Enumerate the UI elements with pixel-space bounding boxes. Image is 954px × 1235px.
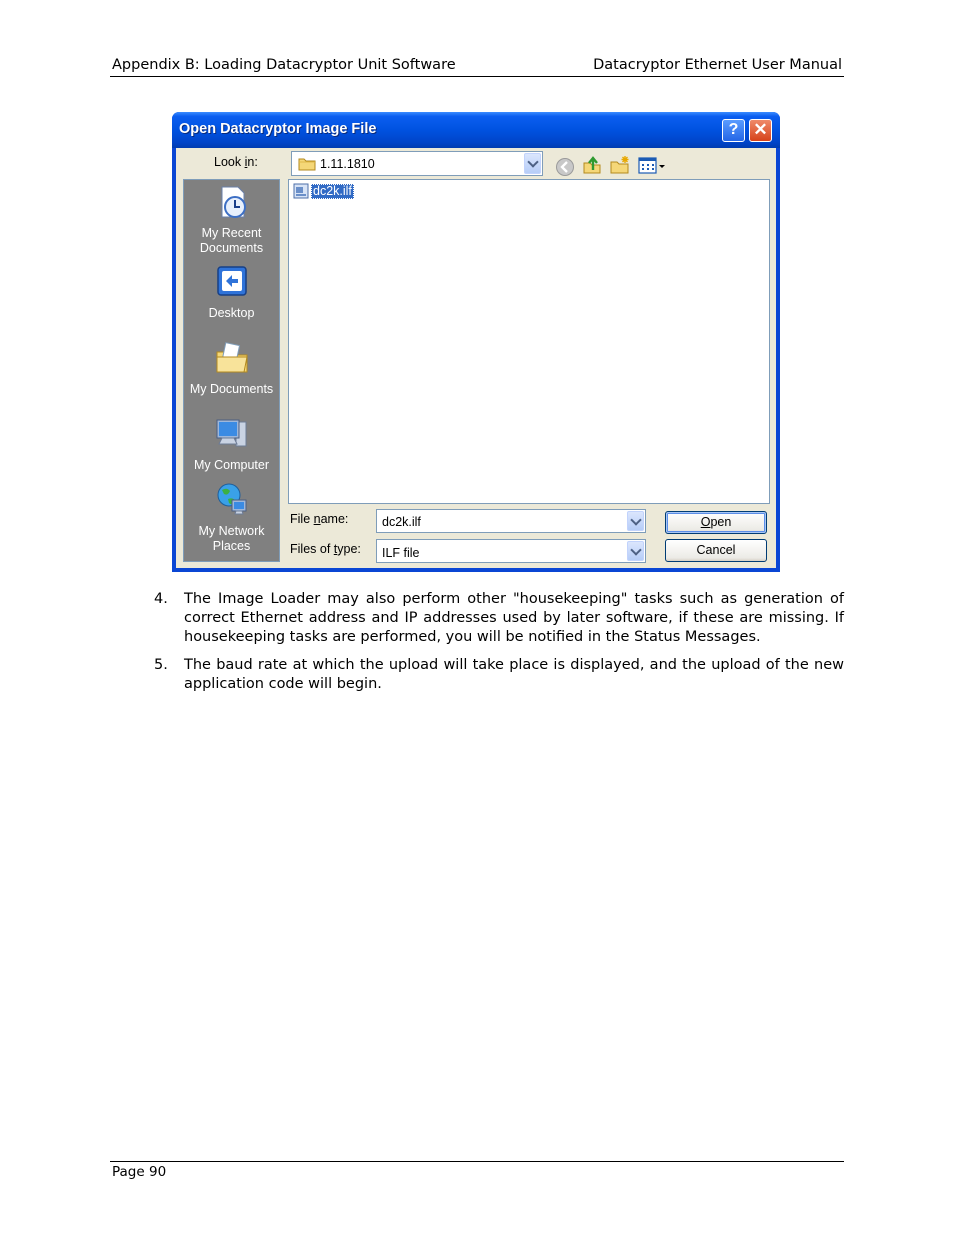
open-button[interactable]: Open — [665, 511, 767, 534]
step-number: 5. — [154, 657, 168, 673]
place-my-network-places[interactable]: My Network Places — [184, 482, 279, 554]
cancel-button[interactable]: Cancel — [665, 539, 767, 562]
chevron-down-icon — [527, 156, 538, 167]
dialog-title: Open Datacryptor Image File — [179, 121, 377, 137]
file-name: dc2k.ilf — [313, 184, 352, 198]
file-type-value: ILF file — [382, 546, 420, 560]
close-button[interactable] — [749, 119, 772, 142]
page-number: Page 90 — [112, 1164, 167, 1180]
look-in-label: Look in: — [214, 155, 258, 169]
file-name-value: dc2k.ilf — [382, 515, 421, 529]
list-item — [154, 656, 844, 694]
folder-icon — [298, 157, 316, 171]
step-text: The baud rate at which the upload will take place is displayed, and the upload of the new application code will begin. — [184, 657, 844, 692]
running-header-section: Appendix B: Loading Datacryptor Unit Software — [112, 57, 456, 73]
recent-documents-icon — [214, 184, 250, 220]
new-folder-icon[interactable] — [610, 155, 630, 175]
header-rule — [110, 76, 844, 77]
file-type-select[interactable] — [376, 539, 646, 563]
close-icon: ✕ — [753, 120, 768, 139]
file-type-label: Files of type: — [290, 542, 361, 556]
look-in-value: 1.11.1810 — [320, 157, 375, 171]
chevron-down-icon — [630, 514, 641, 525]
dialog-titlebar[interactable] — [172, 112, 780, 148]
desktop-icon — [214, 264, 250, 300]
my-documents-icon — [214, 340, 250, 376]
file-name-field[interactable] — [376, 509, 646, 533]
step-text: The Image Loader may also perform other "housekeeping" tasks such as generation of correct Ethernet address and IP addresses used by later software, if these are missing. If housekeeping tasks are performed, you will be notified in the Status Messages. — [184, 591, 844, 645]
instruction-steps — [154, 590, 844, 703]
up-folder-icon[interactable] — [582, 155, 602, 175]
view-menu-icon[interactable] — [638, 156, 668, 176]
step-number: 4. — [154, 591, 168, 607]
back-icon[interactable] — [555, 157, 575, 177]
file-type-dropdown-button[interactable] — [627, 541, 644, 561]
look-in-combo[interactable] — [291, 151, 543, 176]
my-computer-icon — [214, 416, 250, 452]
list-item — [154, 590, 844, 647]
place-my-documents[interactable]: My Documents — [184, 340, 279, 397]
look-in-dropdown-button[interactable] — [524, 153, 541, 174]
place-desktop[interactable]: Desktop — [184, 264, 279, 321]
footer-rule — [110, 1161, 844, 1162]
file-name-label: File name: — [290, 512, 349, 526]
places-bar — [183, 179, 280, 562]
place-my-recent-documents[interactable]: My Recent Documents — [184, 184, 279, 256]
dialog-body — [176, 148, 776, 568]
chevron-down-icon — [630, 544, 641, 555]
file-name-dropdown-button[interactable] — [627, 511, 644, 531]
file-icon — [293, 183, 309, 199]
running-header-title: Datacryptor Ethernet User Manual — [593, 57, 842, 73]
network-places-icon — [214, 482, 250, 518]
place-my-computer[interactable]: My Computer — [184, 416, 279, 473]
help-button[interactable] — [722, 119, 745, 142]
help-icon: ? — [728, 121, 739, 138]
file-list[interactable] — [288, 179, 770, 504]
open-file-dialog — [172, 112, 780, 572]
